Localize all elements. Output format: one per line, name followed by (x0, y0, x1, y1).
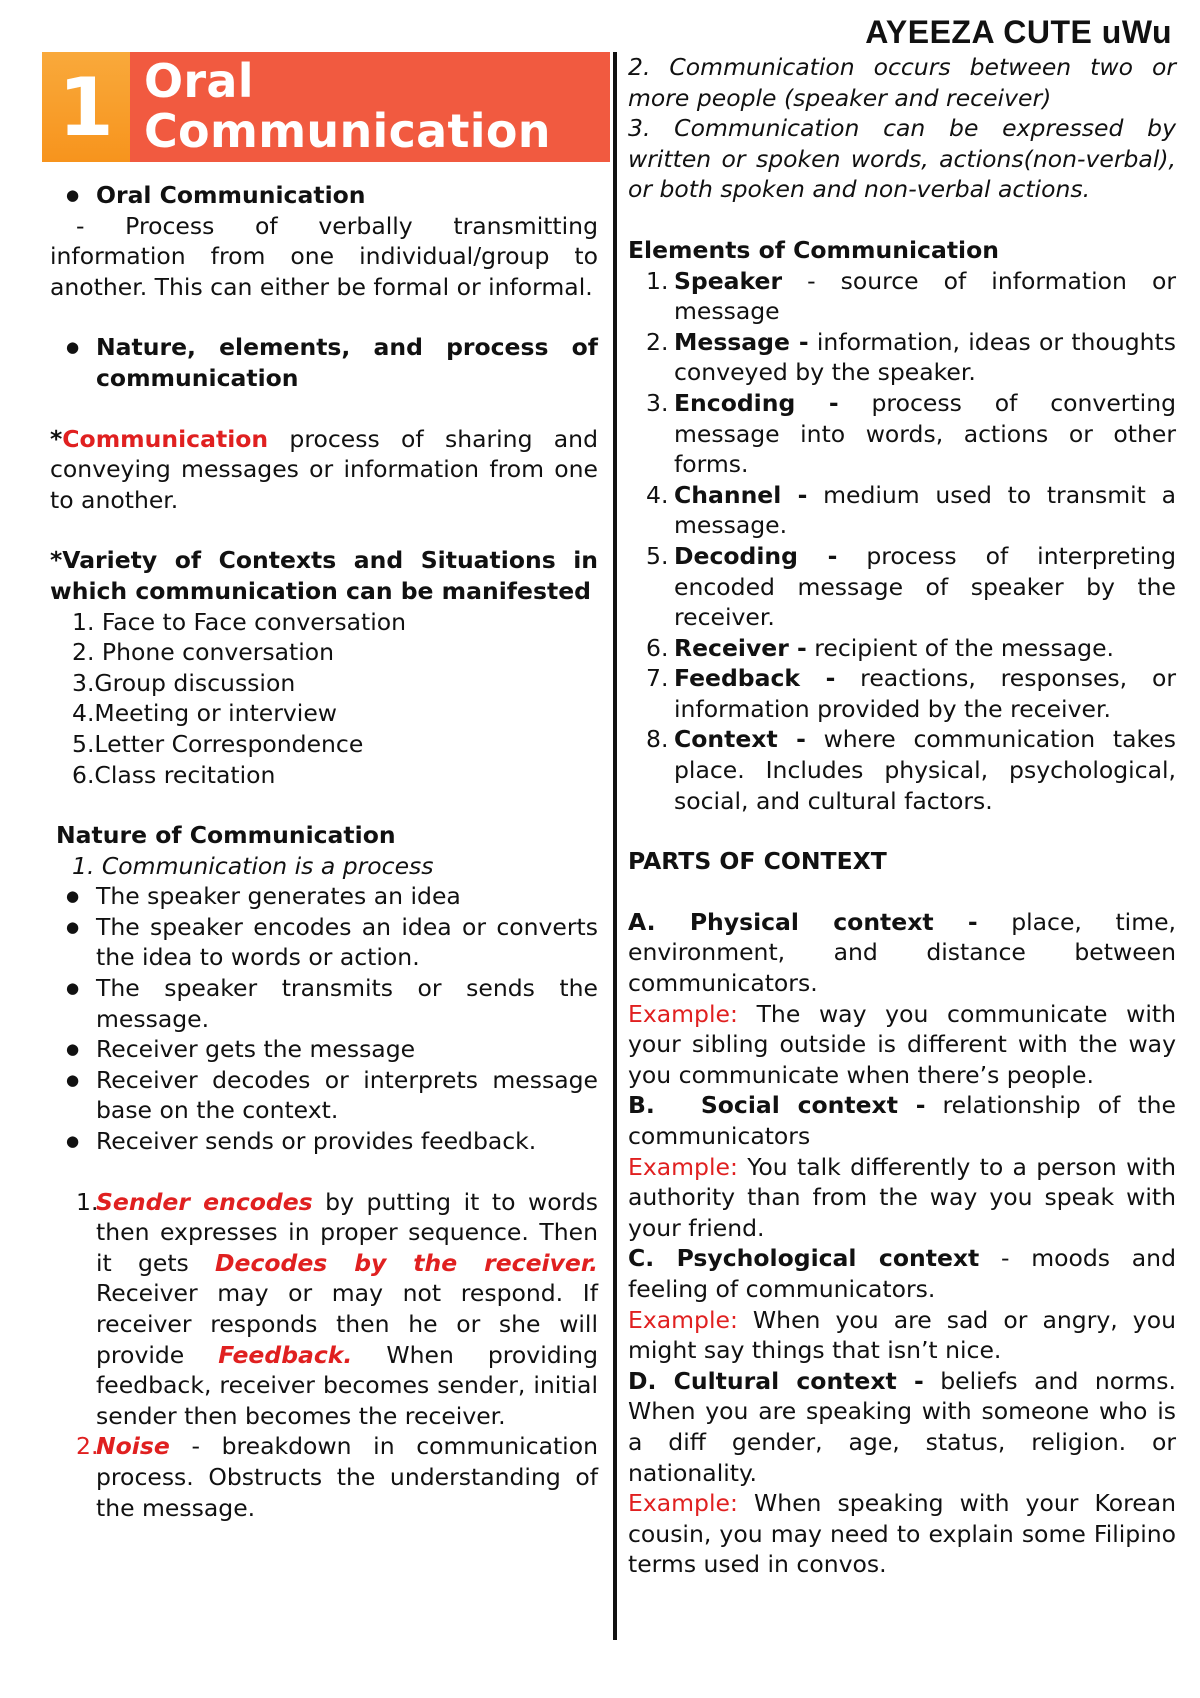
list-item: 4. Channel - medium used to transmit a message. (646, 480, 1176, 540)
list-item: ● The speaker encodes an idea or converts the idea to words or action. (50, 912, 598, 973)
column-divider (613, 52, 617, 1640)
nature-heading: Nature of Communication (56, 821, 396, 850)
nature-item-1: 1. Communication is a process (72, 851, 434, 880)
list-item: 3. Encoding - process of converting message into words, actions or other forms. (646, 388, 1176, 479)
list-item: ● Receiver decodes or interprets message base on the context. (50, 1065, 598, 1126)
nature-item-2: 2. Communication occurs between two or more people (speaker and receiver) (628, 53, 1176, 112)
nature-item-3: 3. Communication can be expressed by written or spoken words, actions(non-verbal), or both spoken and non-verbal actions. (628, 114, 1176, 204)
list-item: ● The speaker generates an idea (50, 881, 598, 912)
list-item: 8. Context - where communication takes place. Includes physical, psychological, social, and cultural factors. (646, 725, 1176, 815)
list-item: 6. Receiver - recipient of the message. (646, 633, 1114, 662)
bullet-oral-communication: ● Oral Communication (50, 180, 598, 211)
list-item: 4.Meeting or interview (72, 699, 338, 728)
author-name: AYEEZA CUTE uWu (865, 14, 1172, 50)
list-item: 6.Class recitation (72, 760, 276, 789)
process-bullets (50, 881, 598, 1156)
list-item: 3.Group discussion (72, 668, 296, 697)
list-item: 1. Face to Face conversation (72, 607, 407, 636)
list-item: 7. Feedback - reactions, responses, or information provided by the receiver. (646, 664, 1176, 723)
variety-heading: *Variety of Contexts and Situations in which communication can be manifested (50, 546, 598, 605)
list-item: 2. Message - information, ideas or thoughts conveyed by the speaker. (646, 327, 1176, 387)
left-column (50, 180, 598, 1523)
list-item: ● Receiver gets the message (50, 1034, 598, 1065)
sender-encodes-paragraph: 1. Sender encodes by putting it to words then expresses in proper sequence. Then it gets Decodes by the receiver. Receiver may or may not respond. If receiver responds then he or she will provide Feedback. When providing feedback, receiver becomes sender, initial sender then becomes the receiver. (76, 1187, 598, 1430)
list-item: 5. Decoding - process of interpreting encoded message of speaker by the receiver. (646, 541, 1177, 632)
psychological-example: Example: When you are sad or angry, you might say things that isn’t nice. (628, 1305, 1176, 1365)
communication-definition: *Communication process of sharing and conveying messages or information from one to another. (50, 424, 598, 514)
noise-paragraph: 2. Noise - breakdown in communication process. Obstructs the understanding of the message. (76, 1432, 598, 1522)
social-context: B. Social context - relationship of the communicators (628, 1091, 1177, 1150)
chapter-title-line1: Oral (144, 54, 254, 108)
parts-heading: PARTS OF CONTEXT (628, 847, 887, 876)
elements-list (628, 266, 1176, 817)
social-example: Example: You talk differently to a person with authority than from the way you speak with your friend. (628, 1152, 1176, 1242)
cultural-example: Example: When speaking with your Korean cousin, you may need to explain some Filipino terms used in convos. (628, 1489, 1176, 1579)
list-item: 2. Phone conversation (72, 638, 335, 667)
physical-example: Example: The way you communicate with your sibling outside is different with the way you communicate when there’s people. (628, 999, 1176, 1089)
chapter-number: 1 (42, 52, 130, 162)
chapter-title-line2: Communication (144, 104, 551, 158)
list-item: ● The speaker transmits or sends the message. (50, 973, 598, 1034)
physical-context: A. Physical context - place, time, environment, and distance between communicators. (628, 907, 1177, 998)
elements-heading: Elements of Communication (628, 235, 999, 264)
chapter-banner (42, 52, 610, 162)
variety-list (50, 607, 598, 791)
cultural-context: D. Cultural context - beliefs and norms. When you are speaking with someone who is a diff gender, age, status, religion. or nationality. (628, 1366, 1176, 1487)
list-item: ● Receiver sends or provides feedback. (50, 1126, 598, 1157)
chapter-title (130, 52, 610, 162)
bullet-nature-elements: ● Nature, elements, and process of communication (50, 332, 598, 393)
list-item: 1. Speaker - source of information or message (646, 266, 1176, 326)
right-column (628, 52, 1176, 1580)
list-item: 5.Letter Correspondence (72, 729, 364, 758)
psychological-context: C. Psychological context - moods and feeling of communicators. (628, 1244, 1176, 1303)
oral-communication-definition: - Process of verbally transmitting information from one individual/group to another. This can either be formal or informal. (50, 211, 598, 301)
